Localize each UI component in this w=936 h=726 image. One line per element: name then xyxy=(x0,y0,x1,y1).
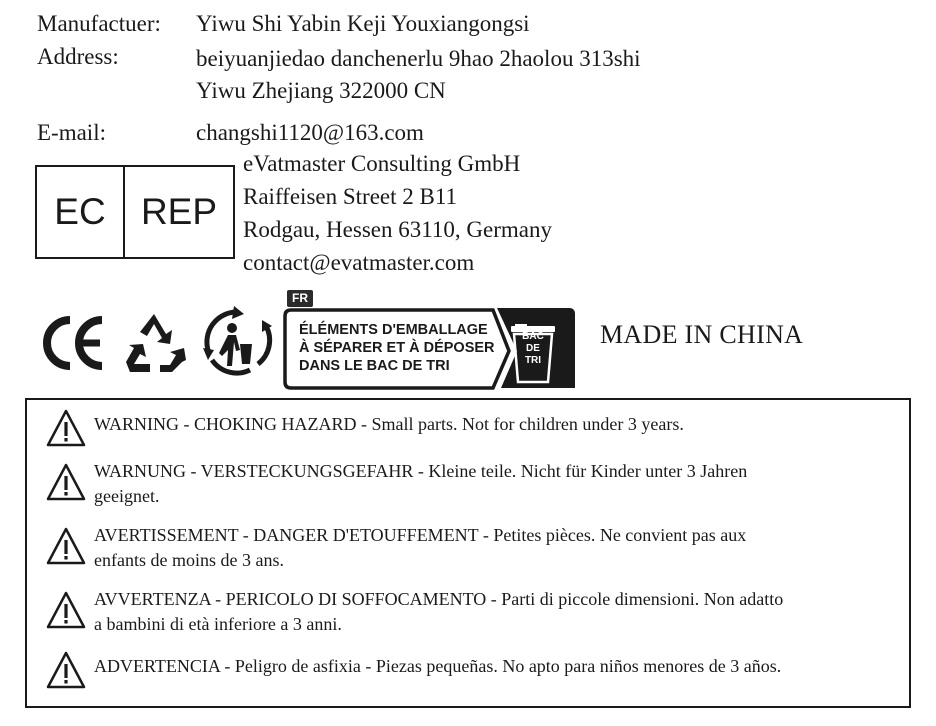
address-line-1: beiyuanjiedao danchenerlu 9hao 2haolou 313shi xyxy=(196,46,641,71)
address-line-2: Yiwu Zhejiang 322000 CN xyxy=(196,78,446,103)
warning-text-es: ADVERTENCIA - Peligro de asfixia - Piezas pequeñas. No apto para niños menores de 3 años. xyxy=(94,656,782,676)
triman-bin-line-3: TRI xyxy=(524,355,542,366)
triman-country-badge: FR xyxy=(287,290,313,307)
warning-text-fr-line-1: AVERTISSEMENT - DANGER D'ETOUFFEMENT - Petites pièces. Ne convient pas aux xyxy=(94,525,747,545)
manufacturer-label: Manufactuer: xyxy=(37,11,161,36)
triman-bin-label xyxy=(519,331,547,367)
warning-text-en: WARNING - CHOKING HAZARD - Small parts. Not for children under 3 years. xyxy=(94,414,684,434)
triman-bin-line-2: DE xyxy=(526,343,540,354)
made-in-label: MADE IN CHINA xyxy=(600,320,804,349)
warning-triangle-icon xyxy=(45,590,87,630)
warning-triangle-icon xyxy=(45,526,87,566)
triman-text xyxy=(299,321,495,375)
tidyman-icon xyxy=(200,306,276,378)
warning-triangle-icon xyxy=(45,650,87,690)
ce-mark-icon xyxy=(40,312,106,374)
warning-text-it-line-1: AVVERTENZA - PERICOLO DI SOFFOCAMENTO - Parti di piccole dimensioni. Non adatto xyxy=(94,589,784,609)
warning-box xyxy=(25,398,911,708)
warning-text-it-line-2: a bambini di età inferiore a 3 anni. xyxy=(94,614,342,634)
warning-text-de-line-1: WARNUNG - VERSTECKUNGSGEFAHR - Kleine teile. Nicht für Kinder unter 3 Jahren xyxy=(94,461,748,481)
manufacturer-name: Yiwu Shi Yabin Keji Youxiangongsi xyxy=(196,11,530,36)
warning-text-de-line-2: geeignet. xyxy=(94,486,160,506)
triman-line-3: DANS LE BAC DE TRI xyxy=(299,358,450,374)
triman-bin-line-1: BAC xyxy=(522,331,544,342)
ec-rep-street: Raiffeisen Street 2 B11 xyxy=(243,184,457,209)
warning-text-de xyxy=(94,459,747,509)
ec-rep-email: contact@evatmaster.com xyxy=(243,250,475,275)
warning-text-it xyxy=(94,587,783,637)
warning-triangle-icon xyxy=(45,408,87,448)
triman-line-1: ÉLÉMENTS D'EMBALLAGE xyxy=(299,322,488,338)
manufacturer-email: changshi1120@163.com xyxy=(196,120,424,145)
ec-rep-company: eVatmaster Consulting GmbH xyxy=(243,151,521,176)
triman-sorting-info xyxy=(283,288,577,392)
ec-rep-symbol xyxy=(35,165,235,259)
address-label: Address: xyxy=(37,44,119,69)
ec-rep-city: Rodgau, Hessen 63110, Germany xyxy=(243,217,552,242)
ec-rep-symbol-ec: EC xyxy=(37,167,125,257)
triman-line-2: À SÉPARER ET À DÉPOSER xyxy=(299,340,495,356)
warning-text-fr-line-2: enfants de moins de 3 ans. xyxy=(94,550,284,570)
warning-triangle-icon xyxy=(45,462,87,502)
warning-text-fr xyxy=(94,523,746,573)
email-label: E-mail: xyxy=(37,120,106,145)
recycle-icon xyxy=(120,310,188,376)
ec-rep-symbol-rep: REP xyxy=(140,191,218,232)
